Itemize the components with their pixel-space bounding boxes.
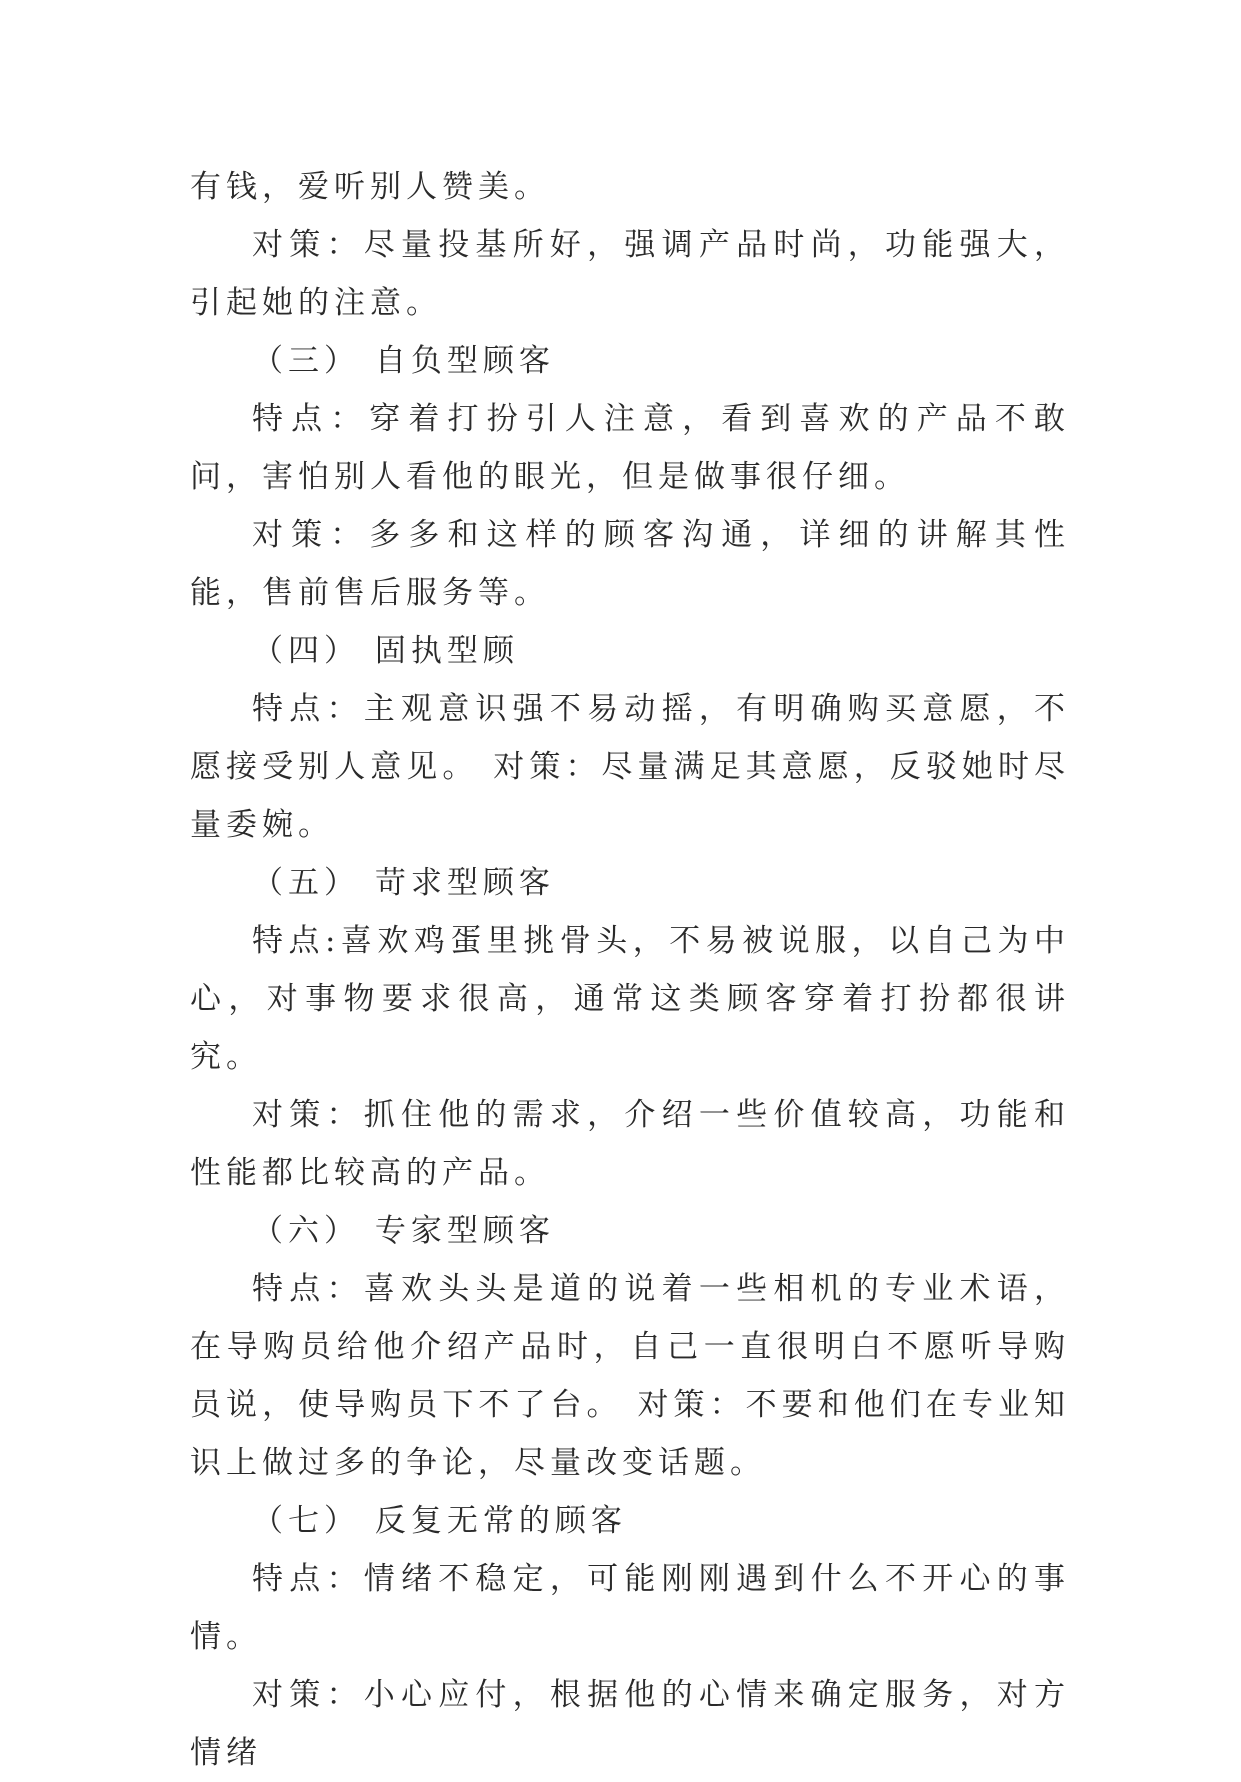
section-heading-3: （三） 自负型顾客 [252,343,555,379]
paragraph-strategy: 对策：多多和这样的顾客沟通，详细的讲解其性能，售前售后服务等。 [190,517,1070,611]
paragraph-traits: 特点：情绪不稳定，可能刚刚遇到什么不开心的事情。 [190,1561,1070,1655]
document-body [190,158,1070,1782]
paragraph-strategy: 对策：抓住他的需求，介绍一些价值较高，功能和性能都比较高的产品。 [190,1097,1070,1191]
section-heading-4: （四） 固执型顾 [252,633,519,669]
section-heading-7: （七） 反复无常的顾客 [252,1503,627,1539]
section-heading-6: （六） 专家型顾客 [252,1213,555,1249]
paragraph-strategy: 对策：小心应付，根据他的心情来确定服务，对方情绪 [190,1677,1070,1771]
paragraph-continuation: 有钱，爱听别人赞美。 [190,169,550,205]
paragraph-strategy: 对策：尽量投基所好，强调产品时尚，功能强大，引起她的注意。 [190,227,1070,321]
paragraph-traits: 特点:喜欢鸡蛋里挑骨头，不易被说服，以自己为中心，对事物要求很高，通常这类顾客穿着打扮都很讲究。 [190,923,1070,1075]
paragraph-traits: 特点：主观意识强不易动摇，有明确购买意愿，不愿接受别人意见。 对策：尽量满足其意愿，反驳她时尽量委婉。 [190,691,1070,843]
paragraph-traits: 特点：穿着打扮引人注意，看到喜欢的产品不敢问，害怕别人看他的眼光，但是做事很仔细。 [190,401,1070,495]
section-heading-5: （五） 苛求型顾客 [252,865,555,901]
paragraph-traits: 特点：喜欢头头是道的说着一些相机的专业术语，在导购员给他介绍产品时，自己一直很明白不愿听导购员说，使导购员下不了台。 对策：不要和他们在专业知识上做过多的争论，尽量改变话题。 [190,1271,1070,1481]
